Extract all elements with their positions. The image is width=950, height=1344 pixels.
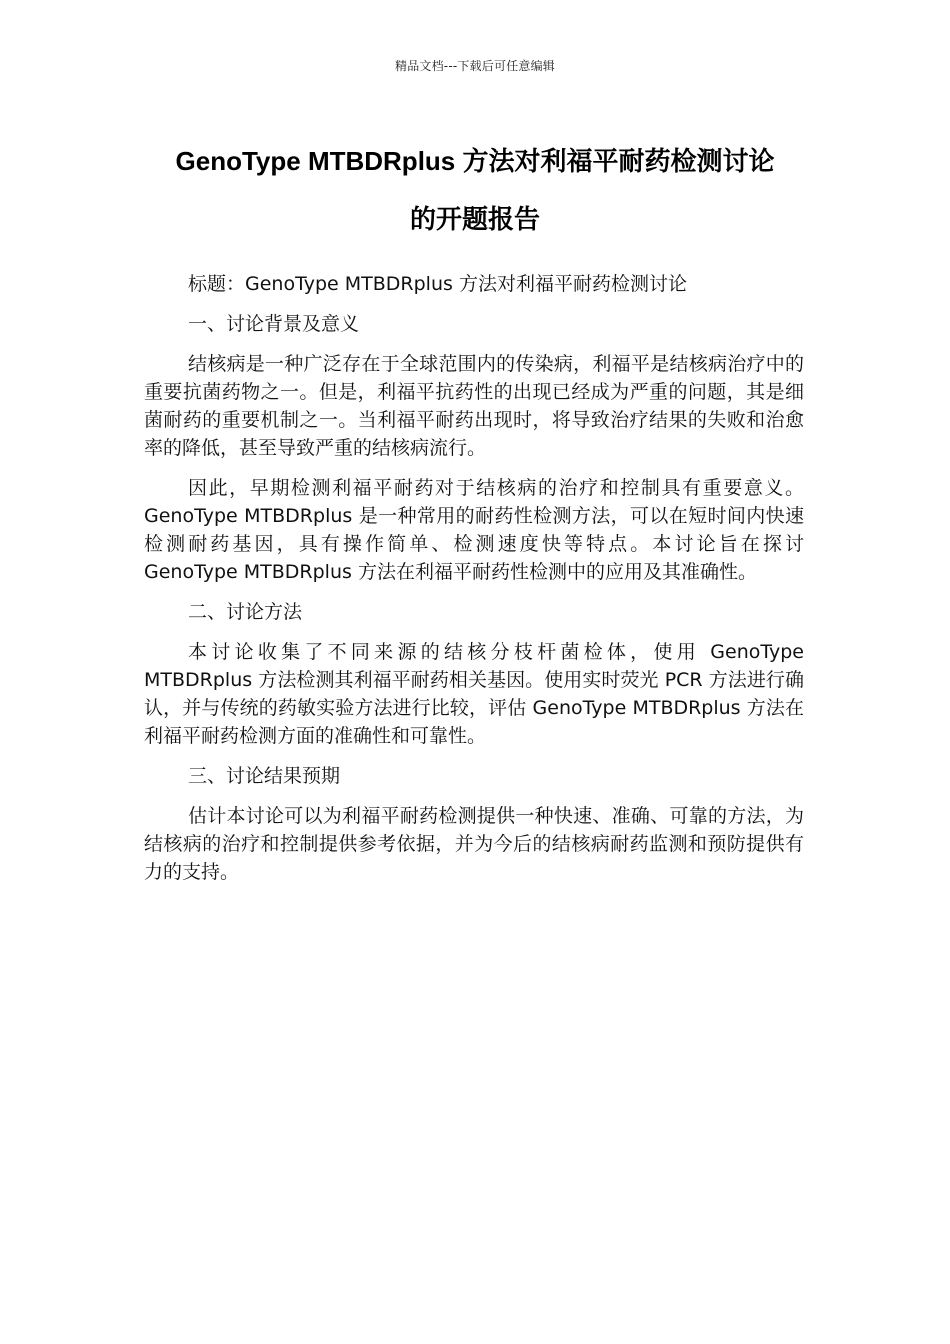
subject-line: 标题：GenoType MTBDRplus 方法对利福平耐药检测讨论 xyxy=(188,273,687,295)
paragraph-expected-results: 估计本讨论可以为利福平耐药检测提供一种快速、准确、可靠的方法，为结核病的治疗和控制提供参考依据，并为今后的结核病耐药监测和预防提供有力的支持。 xyxy=(144,805,804,883)
section-heading-expected-results: 三、讨论结果预期 xyxy=(188,765,341,787)
section-heading-background: 一、讨论背景及意义 xyxy=(188,313,360,335)
paragraph-background-1: 结核病是一种广泛存在于全球范围内的传染病，利福平是结核病治疗中的重要抗菌药物之一。但是，利福平抗药性的出现已经成为严重的问题，其是细菌耐药的重要机制之一。当利福平耐药出现时，将导致治疗结果的失败和治愈率的降低，甚至导致严重的结核病流行。 xyxy=(144,353,804,459)
document-title xyxy=(140,132,810,248)
paragraph-methods: 本讨论收集了不同来源的结核分枝杆菌检体，使用 GenoType MTBDRplus 方法检测其利福平耐药相关基因。使用实时荧光 PCR 方法进行确认，并与传统的药敏实验方法进行比较，评估 GenoType MTBDRplus 方法在利福平耐药检测方面的准确性和可靠性。 xyxy=(144,641,804,747)
paragraph-background-2: 因此，早期检测利福平耐药对于结核病的治疗和控制具有重要意义。GenoType MTBDRplus 是一种常用的耐药性检测方法，可以在短时间内快速检测耐药基因，具有操作简单、检测速度快等特点。本讨论旨在探讨 GenoType MTBDRplus 方法在利福平耐药性检测中的应用及其准确性。 xyxy=(144,477,804,583)
title-line-2: 的开题报告 xyxy=(409,204,540,234)
title-line-1: GenoType MTBDRplus 方法对利福平耐药检测讨论 xyxy=(175,146,775,176)
section-heading-methods: 二、讨论方法 xyxy=(188,601,303,623)
header-note: 精品文档---下载后可任意编辑 xyxy=(395,59,555,73)
document-body xyxy=(144,270,804,898)
